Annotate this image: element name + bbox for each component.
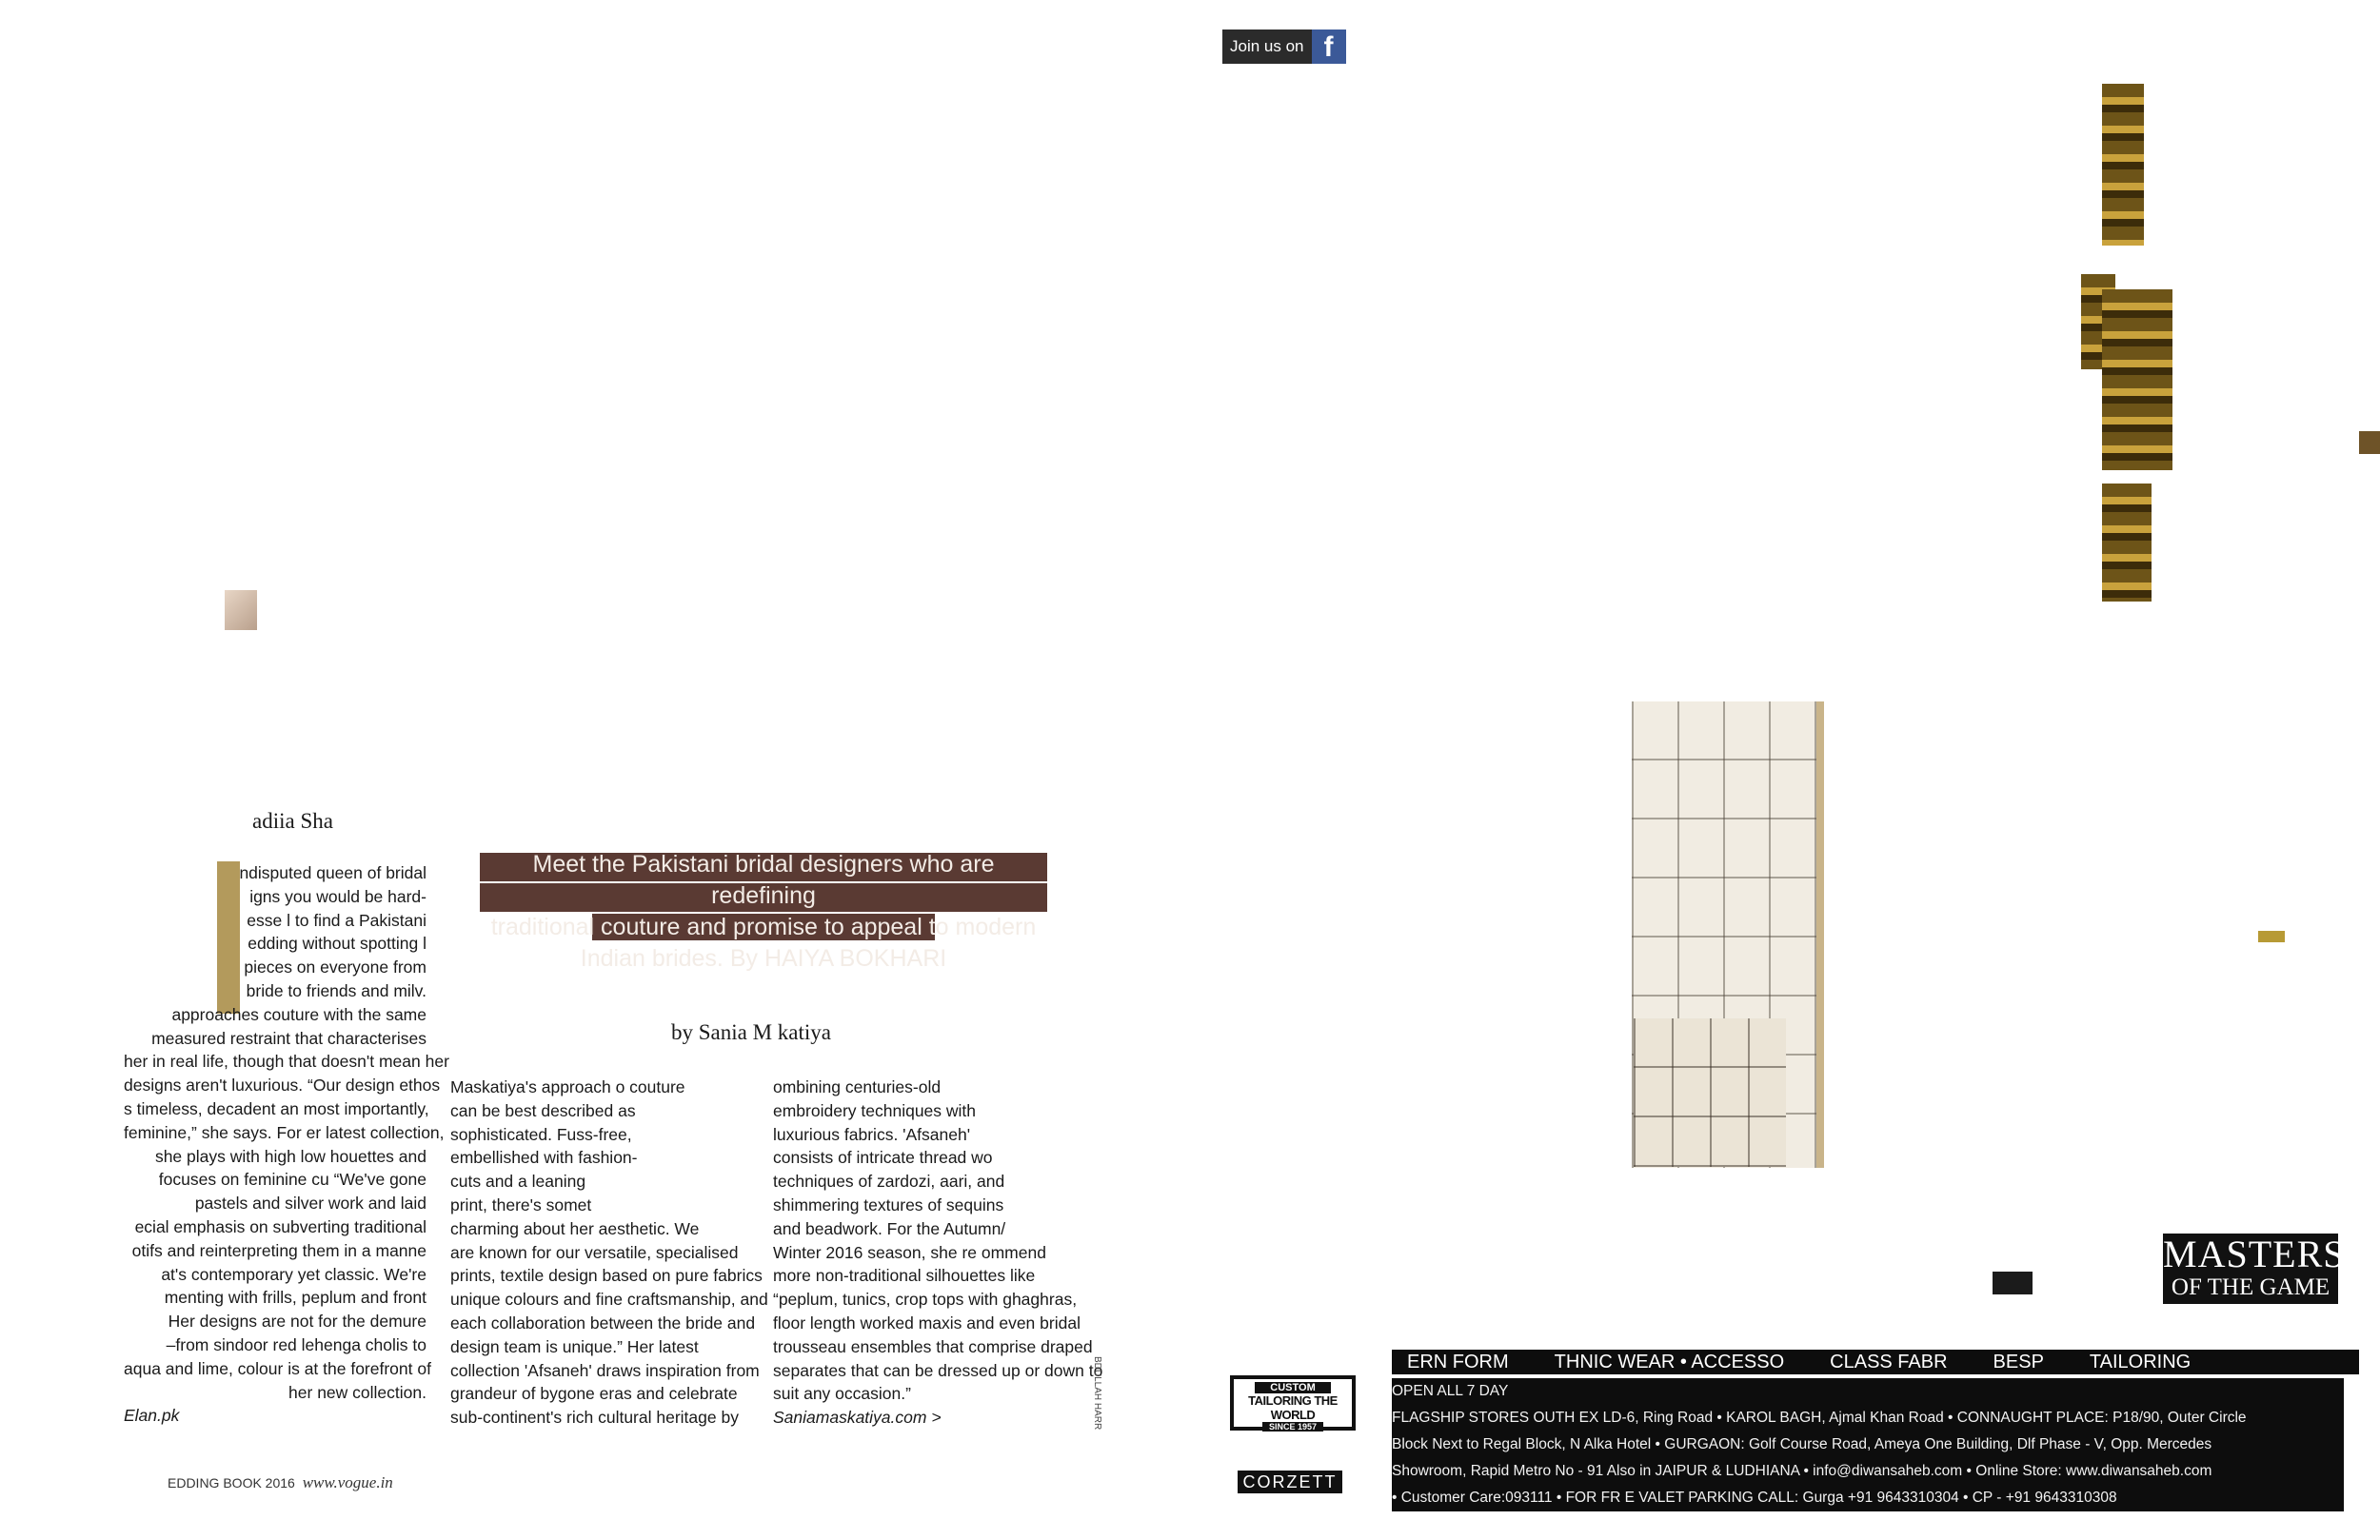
- article-text-line: menting with frills, peplum and front: [164, 1288, 426, 1308]
- article-text-line: approaches couture with the same: [171, 1004, 426, 1024]
- article-text-line: aqua and lime, colour is at the forefront of: [124, 1358, 431, 1378]
- article-text-line: –from sindoor red lehenga cholis to: [166, 1334, 426, 1354]
- deck-line: Indian brides. By HAIYA BOKHARI: [580, 945, 947, 972]
- article-text-line: more non-traditional silhouettes like: [773, 1266, 1036, 1286]
- article-text-line: sophisticated. Fuss-free,: [450, 1124, 632, 1144]
- article-text-line: embellished with fashion-: [450, 1148, 638, 1168]
- article-text-line: consists of intricate thread wo: [773, 1148, 993, 1168]
- article-text-line: sub-continent's rich cultural heritage by: [450, 1408, 739, 1428]
- ad-info-line: OPEN ALL 7 DAY: [1392, 1383, 1509, 1399]
- dark-fragment: [1993, 1272, 2033, 1294]
- ad-info-line: Block Next to Regal Block, N Alka Hotel • GURGAON: Golf Course Road, Ameya One Building, Dlf Phase - V, Opp. Mercedes: [1392, 1436, 2212, 1452]
- article-text-line: separates that can be dressed up or down to: [773, 1360, 1103, 1380]
- gold-embroidery-strip: [2102, 484, 2152, 602]
- deck-line: traditional couture and promise to appeal to modern: [490, 914, 1037, 940]
- article-text-line: pieces on everyone from: [244, 958, 426, 977]
- article-text-line: ombining centuries-old: [773, 1077, 942, 1096]
- deck-text: [480, 849, 1047, 975]
- ad-info-line: FLAGSHIP STORES OUTH EX LD-6, Ring Road • KAROL BAGH, Ajmal Khan Road • CONNAUGHT PLACE: P18/90, Outer Circle: [1392, 1410, 2247, 1426]
- article-text-line: bride to friends and milv.: [246, 980, 426, 1000]
- logo-line-3: SINCE 1957: [1262, 1422, 1323, 1431]
- article-text-line: collection 'Afsaneh' draws inspiration from: [450, 1360, 760, 1380]
- article-text-line: embroidery techniques with: [773, 1100, 977, 1120]
- article-text-line: luxurious fabrics. 'Afsaneh': [773, 1124, 971, 1144]
- designer-website-link[interactable]: Saniamaskatiya.com >: [773, 1408, 942, 1428]
- article-text-line: pastels and silver work and laid: [194, 1194, 426, 1214]
- source-credit: Elan.pk: [124, 1406, 180, 1426]
- article-deck: [480, 849, 1047, 972]
- article-text-line: design team is unique.” Her latest: [450, 1336, 699, 1356]
- logo-line-1: CUSTOM: [1255, 1382, 1331, 1393]
- page-folio: [168, 1473, 393, 1492]
- article-text-line: igns you would be hard-: [249, 886, 426, 906]
- article-text-line: shimmering textures of sequins: [773, 1194, 1004, 1214]
- designer-name-heading: adiia Sha: [252, 809, 333, 833]
- article-column-1: [124, 861, 449, 1428]
- ad-info-line: • Customer Care:093111 • FOR FR E VALET PARKING CALL: Gurga +91 9643310304 • CP - +91 9643310308: [1392, 1490, 2117, 1506]
- article-text-line: can be best described as: [450, 1100, 636, 1120]
- facebook-icon: f: [1312, 30, 1346, 64]
- ad-category: ERN FORM: [1407, 1351, 1509, 1372]
- article-text-line: esse l to find a Pakistani: [247, 910, 426, 930]
- article-text-line: Her designs are not for the demure: [168, 1312, 426, 1332]
- article-text-line: s timeless, decadent an most importantly,: [124, 1098, 429, 1118]
- article-text-line: techniques of zardozi, aari, and: [773, 1172, 1005, 1192]
- gold-embroidery-strip: [2102, 84, 2144, 246]
- article-text-line: her new collection.: [288, 1382, 426, 1402]
- facebook-join-button[interactable]: [1222, 30, 1346, 64]
- photo-fragment: [225, 590, 257, 630]
- article-text-line: suit any occasion.”: [773, 1384, 911, 1404]
- masters-title: MASTERS: [2163, 1233, 2346, 1275]
- ad-category: CLASS FABR: [1830, 1351, 1948, 1372]
- photo-credit: BDULLAH HARR: [1092, 1356, 1102, 1431]
- article-text-line: designs aren't luxurious. “Our design ethos: [124, 1076, 441, 1096]
- folio-url[interactable]: www.vogue.in: [302, 1473, 393, 1491]
- article-text-line: cuts and a leaning: [450, 1172, 586, 1192]
- article-text-line: floor length worked maxis and even bridal: [773, 1313, 1081, 1333]
- ad-category: TAILORING: [2089, 1351, 2192, 1372]
- article-text-line: focuses on feminine cu “We've gone: [158, 1170, 426, 1190]
- designer-byline: by Sania M katiya: [671, 1020, 831, 1044]
- corzetti-logo: CORZETT: [1238, 1471, 1342, 1493]
- custom-tailoring-logo: [1230, 1375, 1356, 1431]
- article-text-line: charming about her aesthetic. We: [450, 1218, 700, 1238]
- article-text-line: she plays with high low houettes and: [154, 1146, 426, 1166]
- article-text-line: grandeur of bygone eras and celebrate: [450, 1384, 738, 1404]
- article-text-line: at's contemporary yet classic. We're: [161, 1264, 426, 1284]
- gold-fragment: [2258, 931, 2285, 942]
- article-text-line: ecial emphasis on subverting traditional: [134, 1216, 426, 1236]
- ad-info-line: Showroom, Rapid Metro No - 91 Also in JAIPUR & LUDHIANA • info@diwansaheb.com • Online Store: www.diwansaheb.com: [1392, 1463, 2212, 1479]
- mannequin-image-lower: [1634, 1018, 1786, 1167]
- article-text-line: edding without spotting l: [248, 934, 426, 954]
- article-text-line: “peplum, tunics, crop tops with ghaghras,: [773, 1290, 1078, 1310]
- facebook-join-label: Join us on: [1222, 30, 1312, 64]
- ad-category: THNIC WEAR • ACCESSO: [1554, 1351, 1785, 1372]
- article-text-line: her in real life, though that doesn't mean her: [124, 1052, 449, 1072]
- masters-subtitle: OF THE GAME: [2171, 1274, 2330, 1300]
- article-text-line: feminine,” she says. For er latest collection,: [124, 1122, 445, 1142]
- article-text-line: measured restraint that characterises: [151, 1028, 426, 1048]
- article-text-line: each collaboration between the bride and: [450, 1313, 756, 1333]
- article-text-line: unique colours and fine craftsmanship, and: [450, 1290, 768, 1310]
- article-text-line: trousseau ensembles that comprise draped: [773, 1336, 1093, 1356]
- masters-logo: [2163, 1233, 2346, 1304]
- brown-fragment: [2359, 431, 2380, 454]
- ad-category: BESP: [1993, 1351, 2044, 1372]
- deck-line: Meet the Pakistani bridal designers who are redefining: [532, 851, 995, 909]
- article-text-line: Winter 2016 season, she re ommend: [773, 1242, 1046, 1262]
- article-column-2: [450, 1076, 768, 1430]
- article-text-line: Maskatiya's approach o couture: [450, 1077, 685, 1096]
- gold-embroidery-strip: [2102, 289, 2172, 470]
- article-text-line: otifs and reinterpreting them in a manne: [131, 1240, 426, 1260]
- article-text-line: print, there's somet: [450, 1194, 592, 1214]
- logo-line-2: TAILORING THE WORLD: [1248, 1393, 1338, 1422]
- article-text-line: are known for our versatile, specialised: [450, 1242, 739, 1262]
- article-text-line: and beadwork. For the Autumn/: [773, 1218, 1006, 1238]
- article-text-line: ndisputed queen of bridal: [239, 863, 426, 882]
- ad-store-info: [1392, 1378, 2344, 1511]
- ad-category-band: [1392, 1350, 2359, 1374]
- folio-label: EDDING BOOK 2016: [168, 1475, 295, 1491]
- article-text-line: prints, textile design based on pure fabrics: [450, 1266, 763, 1286]
